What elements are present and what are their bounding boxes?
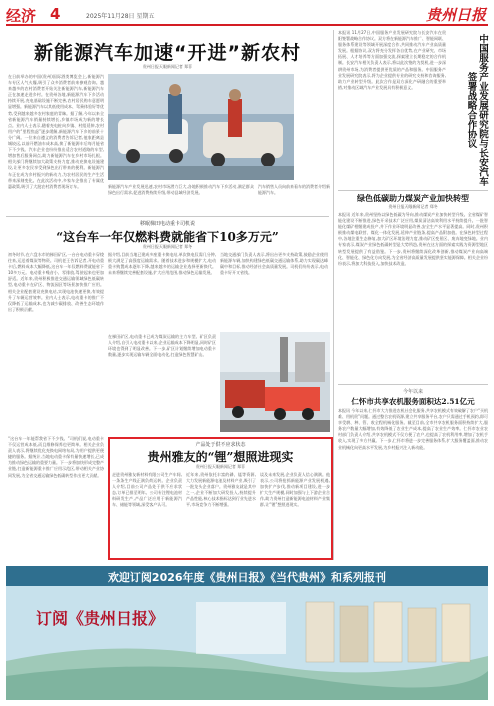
lead-article-byline: 贵州日报天眼新闻记者 郑菲: [142, 64, 193, 69]
right-low-kicker: 今年以来: [402, 389, 423, 395]
lead-article-title: 新能源汽车加速“开进”新农村: [34, 42, 301, 64]
banner-background-image: [6, 566, 488, 700]
truck-photo: [220, 332, 330, 432]
column-divider: [333, 30, 334, 560]
second-article-body-mid: 据介绍,目前当地已建成多座重卡换电站,单次换电仅需几分钟,极大满足了高强度运输需求。随着技术进步和规模扩大,电动重卡购置成本逐年下降,越来越多的运输企业选择更新换代。未来将继续完善配套设施,扩大应用范围,推动绿色运输发展。: [108, 252, 216, 276]
side-article-top-body: 本报讯 11月27日,中国服务产业发展研究院与长安汽车在贵阳签署战略合作协议。双方将在新能源汽车推广、智能网联、服务体系建设等领域开展深度合作,共同推动汽车产业高质量发展。根据协议,双方将充分发挥各自优势,在产业研究、市场拓展、人才培养等方面加强交流,探索建立长期稳定的合作机制。长安汽车相关负责人表示,将以此次签约为契机,进一步深耕贵州市场,为消费者提供更优质的产品和服务。中国服务产业发展研究院表示,将为企业提供专业的研究支持和咨询服务,助力产业转型升级。此次合作是双方深化产研融合的重要举措,对推动区域汽车产业发展具有积极意义。: [338, 30, 446, 90]
car-showroom-image: [108, 74, 294, 180]
right-mid-rule: [338, 384, 488, 385]
right-mid-body: 本报讯 近年来,贵州坚持以绿色低碳为导向,推动煤炭产业加快转型升级。全省煤矿智能化建设不断推进,绿色开采技术广泛应用,煤炭清洁高效利用水平持续提升。一批智能化煤矿相继建成投产,井下作业环境明显改善,安全生产水平显著提高。同时,贵州积极推动煤电联营、煤化一体化发展,延伸产业链条,提高产品附加值。在绿色转型过程中,各地注重生态修复,加大矿区环境治理力度,推动矿区变景区、废弃地变绿地。业内专家表示,煤炭产业绿色低碳转型是大势所趋,贵州在这方面的探索实践为资源型地区转型发展提供了有益借鉴。下一步,贵州将继续深化改革创新,推动煤炭产业向高端化、智能化、绿色化方向发展,为全省经济高质量发展提供坚实能源保障。相关企业纷纷表示,将加大科技投入,加快技术改造。: [338, 212, 488, 266]
right-mid-title: 绿色低碳助力煤炭产业加快转型: [357, 193, 469, 203]
boxed-article-kicker: 产品处于供不应求状态: [195, 442, 246, 448]
right-low-body: 本报讯 今年以来,仁怀市大力推进农机社会化服务,共享农机模式有效破解了农户“买机难、用机贵”问题。通过整合农机资源,建立共享服务平台,农户只需通过手机预约,即可享受耕、种、管、收全程机械化服务。截至目前,全市共享农机服务面积持续扩大,服务农户数量大幅增加,有效降低了农业生产成本,提高了农业生产效率。仁怀市农业农村部门负责人介绍,共享农机模式不仅方便了农户,也提高了农机利用率,增加了农机手收入,实现了多方共赢。下一步,仁怀市将进一步完善服务体系,扩大服务覆盖面,推动农业机械化向更高水平发展,为乡村振兴注入新动能。: [338, 408, 488, 450]
boxed-article-body-1: 走进贵州雅友新材料有限公司生产车间,一条条生产线正满负荷运转。企业负责人介绍,目前公司产品处于供不应求状态,订单已排至明年。公司专注锂电池材料研发生产,产品广泛应用于新能源汽车、储能等领域,深受客户认可。: [112, 472, 182, 508]
side-article-top-title: 中国服务产业发展研究院与长安汽车签署战略合作协议: [465, 34, 488, 186]
boxed-article-body-2: 近年来,贵州依托丰富的磷、锰等资源,大力发展新能源电池及材料产业,吸引了一批龙头企业落户。贵州雅友就是其中之一,企业不断加大研发投入,持续提升产品性能,核心技术指标达到行业先进水平,市场竞争力不断增强。: [186, 472, 256, 508]
lead-article-body-left: 在日前举办的中国(贵州)国际酒类博览会上,新能源汽车专区人气火爆,吸引了众多消费者前来参观咨询。越来越多的农村消费者开始关注新能源汽车,新能源汽车正在加速走进乡村。在贵州各地,新能源汽车下乡活动持续开展,充电基础设施不断完善,农村居民购车意愿明显增强。新能源汽车以其低使用成本、驾乘体验好等优势,受到越来越多农村家庭的青睐。据了解,今年以来全省新能源汽车销量持续增长,乡镇市场成为新的增长点。业内人士表示,随着充电桩向乡镇、村组延伸,农村用户的“里程焦虑”逐步缓解,新能源汽车下乡的前景十分广阔。一位来自遵义的消费者告诉记者,他家距离县城较远,以前开燃油车成本高,换了新能源车后每月能省下不少钱。汽车企业也纷纷推出适合农村道路的车型,增加售后服务网点,助力新能源汽车在乡村市场扎根。相关部门将继续加大政策支持力度,推动充换电设施建设,让更多农民享受到绿色出行带来的便利。新能源汽车正在成为乡村振兴的新动力,为农村居民的生产生活带来深刻变化。在此次活动中,多家车企推出了专属优惠政策,吸引了大批农村消费者现场订车。: [8, 74, 104, 189]
second-article-rule: [6, 216, 329, 217]
lead-article-body-mid: 新能源汽车产业发展迅速,农村市场潜力巨大,各地积极推动汽车下乡活动,满足群众绿色出行需求,促进消费持续升级,带动县域经济发展。: [108, 184, 254, 196]
boxed-article-byline: 贵州日报天眼新闻记者 郑菲: [195, 464, 246, 469]
second-article-title: “这台车一年仅燃料费就能省下10多万元”: [56, 230, 279, 244]
boxed-article-title: 贵州雅友的“锂”想照进现实: [147, 450, 294, 464]
issue-date: 2025年11月28日 星期五: [86, 13, 155, 20]
second-article-byline: 贵州日报天眼新闻记者 郑冬: [142, 244, 193, 249]
masthead-logo: 贵州日报: [425, 6, 486, 24]
banner-subscribe-text: 订阅《贵州日报》: [36, 609, 165, 628]
right-mid-byline: 贵州日报天眼新闻记者 郑冬: [388, 204, 438, 209]
second-article-body-left: 初冬时节,在六盘水市的梯田矿区,一台台电动重卡穿梭往来,运送着煤炭等物资。司机老王告诉记者,开电动重卡后,燃料成本大幅降低,这台车一年仅燃料费就能省下10多万元。电动重卡噪音小、零排放,驾驶起来也更加舒适。近年来,贵州积极推进交通运输领域绿色低碳转型,电动重卡在矿区、物流园区等场景加快推广应用。相关企业配套建设充换电站,实现电池快速更换,有效提升了车辆运营效率。业内人士表示,电动重卡的推广不仅降低了运输成本,也为减少碳排放、改善生态环境作出了积极贡献。: [8, 252, 104, 312]
second-article-body-lower: 在梯田矿区,电动重卡已成为煤炭运输的主力车型。矿区负责人介绍,自引入电动重卡以来,企业运输成本下降明显,同时矿区环境也得到了明显改善。下一步,矿区计划继续增加电动重卡数量,逐步实现运输车辆全面电动化,打造绿色智慧矿山。: [108, 334, 216, 358]
horizontal-divider: [338, 190, 488, 191]
page-header: [6, 4, 488, 26]
second-article-body-right: 当地交通部门负责人表示,将出台更多支持政策,鼓励企业使用新能源车辆,加快构建绿色低碳交通运输体系,助力实现碳达峰碳中和目标,推动经济社会高质量发展。司机们纷纷表示,电动重卡好开又省钱。: [220, 252, 328, 276]
page-number: 4: [50, 5, 61, 23]
section-name: 经济: [6, 7, 37, 25]
banner-title: 欢迎订阅2026年度《贵州日报》《当代贵州》和系列报刊: [107, 571, 387, 584]
boxed-article-body-3: 谈及未来发展,企业负责人信心满满。他表示,公司将抢抓新能源产业发展机遇,加快扩产步伐,推动新项目建设,进一步扩大生产规模,同时加强与上下游企业合作,助力贵州打造新能源电池材料产业集群,让“锂”想照进现实。: [260, 472, 330, 508]
lead-photo-caption: 汽车销售人员向前来看车的消费者介绍新能源汽车。: [258, 184, 330, 195]
electric-truck-image: [220, 332, 330, 432]
right-low-title: 仁怀市共享农机服务面积达2.51亿元: [351, 397, 475, 406]
second-article-kicker: 移眠梯田电动重卡司机说: [139, 221, 195, 227]
lower-left-body: “这台车一年能帮我省下不少钱。”司机们说,电动重卡不仅运营成本低,而且维修保养也更简单。相关企业负责人表示,将继续优化充换电网络布局,为用户提供更便捷的服务。据统计,当地电动重卡保有量快速增长,已成为推动绿色运输的重要力量。下一步将加快形成完整产业链,打造新能源重卡推广应用示范区,带动相关产业协同发展,为全省交通运输绿色低碳转型作出更大贡献。: [8, 436, 104, 478]
lead-article-photo: [108, 74, 294, 180]
subscription-banner: [6, 566, 488, 700]
